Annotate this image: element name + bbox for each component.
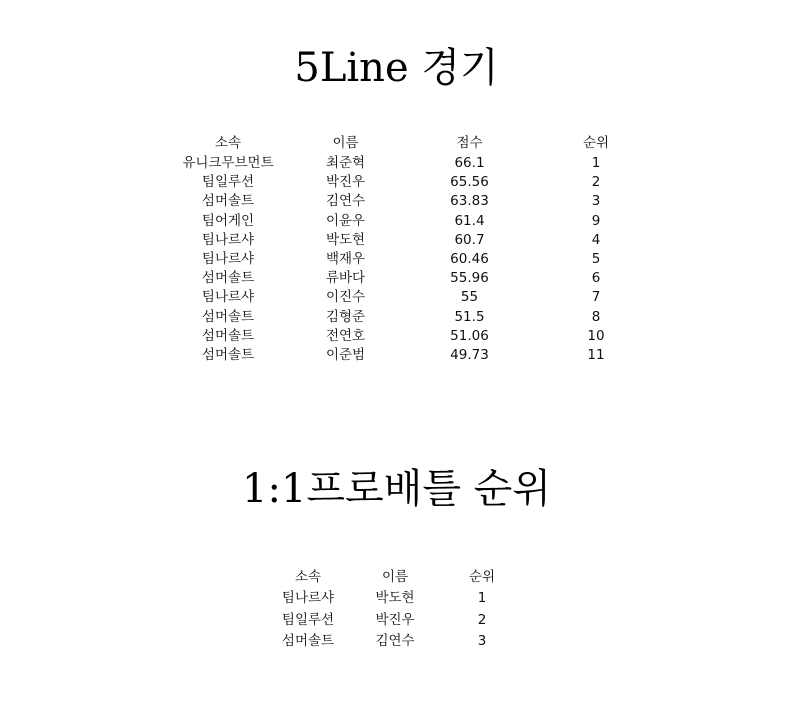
cell-affiliation: 팀나르샤: [281, 590, 335, 606]
cell-score: 65.56: [450, 174, 489, 191]
cell-rank: 7: [591, 289, 601, 306]
cell-rank: 10: [587, 327, 605, 344]
table-row: [164, 269, 652, 288]
cell-rank: 1: [591, 155, 601, 171]
table-row: [270, 610, 520, 632]
cell-affiliation: 섬머솔트: [201, 193, 255, 210]
cell-score: 51.06: [450, 327, 489, 344]
cell-rank: 1: [477, 590, 487, 606]
table-header-row: [164, 133, 652, 154]
cell-rank: 11: [587, 347, 605, 364]
table-row: [164, 288, 652, 307]
table-row: [164, 250, 652, 269]
cell-rank: 6: [591, 270, 601, 287]
table-row: [164, 212, 652, 231]
table-header-row: [270, 566, 520, 588]
table-row: [164, 327, 652, 346]
title-1v1-pro-battle: 1:1프로배틀 순위: [242, 466, 551, 512]
cell-name: 박진우: [325, 174, 366, 191]
cell-name: 이윤우: [325, 212, 366, 229]
cell-affiliation: 섬머솔트: [201, 327, 255, 344]
table-row: [270, 631, 520, 653]
header-rank: 순위: [468, 569, 496, 585]
cell-affiliation: 섬머솔트: [201, 347, 255, 364]
cell-affiliation: 유니크무브먼트: [182, 155, 274, 171]
cell-name: 최준혁: [325, 155, 366, 171]
cell-rank: 4: [591, 231, 601, 248]
cell-score: 60.46: [450, 251, 489, 268]
table-row: [164, 231, 652, 250]
cell-score: 66.1: [454, 155, 485, 171]
cell-name: 류바다: [325, 270, 366, 287]
cell-rank: 2: [477, 611, 487, 628]
cell-name: 이준범: [325, 347, 366, 364]
table-row: [270, 588, 520, 610]
table-row: [164, 154, 652, 173]
header-name: 이름: [332, 134, 359, 151]
cell-rank: 5: [591, 251, 601, 268]
cell-name: 이진수: [325, 289, 366, 306]
table-row: [164, 308, 652, 327]
cell-affiliation: 팀어게인: [201, 212, 255, 229]
cell-rank: 3: [477, 633, 487, 649]
cell-affiliation: 팀나르샤: [201, 231, 255, 248]
cell-name: 박진우: [375, 611, 415, 628]
cell-affiliation: 팀나르샤: [201, 251, 255, 268]
cell-name: 박도현: [375, 590, 415, 606]
title-5line: 5Line 경기: [294, 45, 499, 91]
cell-score: 63.83: [450, 193, 489, 210]
cell-rank: 2: [591, 174, 601, 191]
cell-name: 박도현: [325, 231, 366, 248]
cell-affiliation: 팀나르샤: [201, 289, 255, 306]
cell-score: 51.5: [454, 308, 485, 325]
cell-score: 55.96: [450, 270, 489, 287]
cell-affiliation: 섬머솔트: [201, 270, 255, 287]
cell-name: 김연수: [375, 633, 415, 649]
table-row: [164, 192, 652, 211]
cell-name: 김연수: [325, 193, 366, 210]
cell-rank: 9: [591, 212, 601, 229]
header-score: 점수: [456, 134, 483, 151]
table-row: [164, 173, 652, 192]
cell-rank: 8: [591, 308, 601, 325]
cell-name: 백재우: [325, 251, 366, 268]
cell-score: 49.73: [450, 347, 489, 364]
cell-rank: 3: [591, 193, 601, 210]
header-rank: 순위: [582, 134, 610, 151]
cell-affiliation: 섬머솔트: [281, 633, 335, 649]
header-affiliation: 소속: [214, 134, 242, 151]
cell-name: 김형준: [325, 308, 366, 325]
cell-score: 60.7: [454, 231, 485, 248]
table-row: [164, 346, 652, 365]
cell-score: 61.4: [454, 212, 485, 229]
table-1v1-ranking: [270, 566, 520, 653]
cell-affiliation: 팀일루션: [201, 174, 255, 191]
cell-affiliation: 섬머솔트: [201, 308, 255, 325]
cell-name: 전연호: [325, 327, 366, 344]
cell-score: 55: [460, 289, 479, 306]
header-name: 이름: [381, 569, 409, 585]
cell-affiliation: 팀일루션: [281, 611, 335, 628]
header-affiliation: 소속: [294, 569, 322, 585]
table-5line: [164, 133, 652, 365]
